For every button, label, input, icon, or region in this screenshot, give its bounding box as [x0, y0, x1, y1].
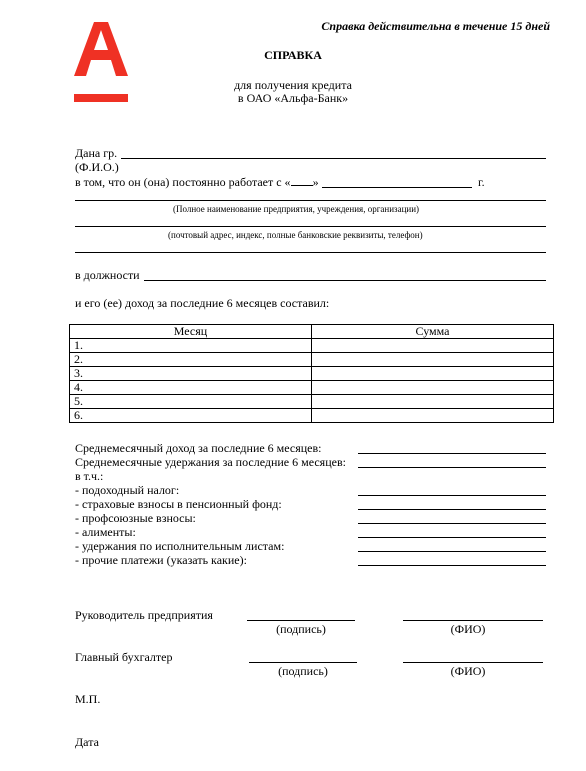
table-row: 4.: [70, 381, 554, 395]
table-row: 5.: [70, 395, 554, 409]
fio-label: (Ф.И.О.): [75, 160, 119, 174]
accountant-label: Главный бухгалтер: [75, 650, 173, 664]
issued-to-label: Дана гр.: [75, 146, 118, 160]
address-hint: (почтовый адрес, индекс, полные банковские реквизиты, телефон): [168, 230, 423, 240]
director-signature-line: [247, 620, 355, 621]
deduction-line: [358, 523, 546, 524]
table-row: 2.: [70, 353, 554, 367]
amount-header: Сумма: [312, 325, 554, 339]
address-line: [75, 226, 546, 227]
deduction-other: - прочие платежи (указать какие):: [75, 553, 247, 567]
month-header: Месяц: [70, 325, 312, 339]
deduction-writs: - удержания по исполнительным листам:: [75, 539, 285, 553]
start-date-line: [322, 187, 472, 188]
subtitle-bank: в ОАО «Альфа-Банк»: [237, 91, 349, 105]
table-row: 6.: [70, 409, 554, 423]
deduction-line: [358, 537, 546, 538]
year-suffix: г.: [478, 175, 485, 189]
deduction-alimony: - алименты:: [75, 525, 136, 539]
deduction-income-tax: - подоходный налог:: [75, 483, 180, 497]
director-fio-line: [403, 620, 543, 621]
accountant-signature-line: [249, 662, 357, 663]
including-label: в т.ч.:: [75, 469, 104, 483]
accountant-fio-hint: (ФИО): [450, 664, 486, 678]
avg-income-line: [358, 453, 546, 454]
director-signature-hint: (подпись): [276, 622, 326, 636]
date-label: Дата: [75, 735, 99, 749]
table-row: 1.: [70, 339, 554, 353]
issued-to-line: [121, 158, 546, 159]
deduction-union: - профсоюзные взносы:: [75, 511, 196, 525]
income-intro: и его (ее) доход за последние 6 месяцев составил:: [75, 296, 330, 310]
avg-deductions-line: [358, 467, 546, 468]
director-label: Руководитель предприятия: [75, 608, 213, 622]
requisites-line: [75, 252, 546, 253]
subtitle-purpose: для получения кредита: [234, 78, 352, 92]
document-title: СПРАВКА: [264, 48, 322, 62]
director-fio-hint: (ФИО): [450, 622, 486, 636]
org-name-hint: (Полное наименование предприятия, учреждения, организации): [173, 204, 420, 214]
stamp-label: М.П.: [75, 692, 101, 706]
table-header-row: [70, 325, 554, 339]
income-table: [69, 324, 554, 423]
deduction-pension: - страховые взносы в пенсионный фонд:: [75, 497, 282, 511]
employment-text: в том, что он (она) постоянно работает с « »: [75, 175, 319, 189]
table-row: 3.: [70, 367, 554, 381]
deduction-line: [358, 509, 546, 510]
deduction-line: [358, 551, 546, 552]
validity-note: Справка действительна в течение 15 дней: [321, 19, 550, 33]
avg-income-label: Среднемесячный доход за последние 6 месяцев:: [75, 441, 322, 455]
position-label: в должности: [75, 268, 140, 282]
start-day-blank: [291, 175, 313, 186]
org-name-line: [75, 200, 546, 201]
avg-deductions-label: Среднемесячные удержания за последние 6 месяцев:: [75, 455, 346, 469]
accountant-signature-hint: (подпись): [278, 664, 328, 678]
accountant-fio-line: [403, 662, 543, 663]
position-line: [144, 280, 546, 281]
deduction-line: [358, 495, 546, 496]
deduction-line: [358, 565, 546, 566]
